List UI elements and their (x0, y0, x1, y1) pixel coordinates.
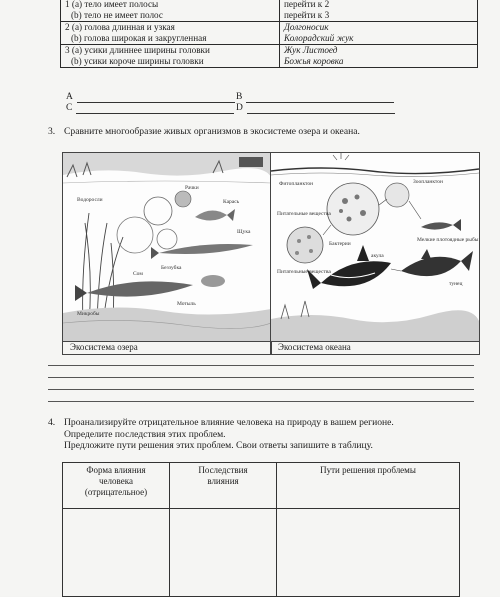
header-impact-form (63, 463, 170, 509)
key-text: (b) голова широкая и закругленная (71, 33, 207, 43)
key-text: (b) тело не имеет полос (71, 10, 163, 20)
label-small-fish: Мелкие плотоядные рыбы (417, 237, 479, 243)
key-result: перейти к 3 (284, 10, 330, 20)
answer-line[interactable] (48, 365, 474, 366)
question-text: Проанализируйте отрицательное влияние человека на природу в вашем регионе. (64, 417, 394, 428)
question-number: 3. (48, 126, 56, 137)
header-consequences (170, 463, 277, 509)
key-text: 2 (a) голова длинная и узкая (65, 22, 175, 32)
answer-line[interactable] (48, 377, 474, 378)
answer-b-label: B (236, 92, 243, 102)
key-result: Колорадский жук (284, 33, 354, 43)
key-result: перейти к 2 (284, 0, 330, 9)
question-text: Сравните многообразие живых организмов в экосистеме озера и океана. (64, 126, 360, 137)
answer-d (236, 103, 395, 114)
answer-line[interactable] (48, 389, 474, 390)
answer-line[interactable] (48, 401, 474, 402)
label-nutrients-1: Питательные вещества (277, 211, 331, 217)
key-result: Божья коровка (284, 56, 344, 66)
answer-d-label: D (236, 103, 243, 113)
table-row (61, 22, 478, 45)
label-nutrients-2: Питательные вещества (277, 269, 331, 275)
header-text: Пути решения проблемы (320, 465, 416, 475)
header-text: Форма влияния (86, 465, 146, 475)
impact-table (62, 462, 460, 597)
key-text: (b) усики короче ширины головки (71, 56, 204, 66)
key-text: 3 (a) усики длиннее ширины головки (65, 45, 210, 55)
identification-key-table (60, 0, 478, 68)
header-solutions (277, 463, 460, 509)
label-bacteria: Бактерии (329, 241, 351, 247)
question-text: Определите последствия этих проблем. (64, 428, 226, 440)
question-text: Предложите пути решения этих проблем. Свои ответы запишите в таблицу. (64, 440, 373, 451)
answer-c-line[interactable] (76, 104, 234, 114)
question-4 (48, 417, 394, 452)
answer-cell[interactable] (277, 509, 460, 597)
answer-a (66, 92, 235, 103)
answer-d-line[interactable] (247, 104, 395, 114)
label-toothless: Беззубка (161, 265, 182, 271)
key-cell-left (61, 45, 280, 68)
key-cell-left (61, 0, 280, 22)
answer-a-line[interactable] (77, 93, 235, 103)
label-algae: Водоросли (77, 197, 103, 203)
lake-illustration (63, 153, 271, 341)
answer-b (236, 92, 394, 103)
header-text: человека (99, 476, 133, 486)
ocean-caption: Экосистема океана (278, 342, 351, 352)
key-cell-right (280, 22, 478, 45)
label-crayfish: Рачки (185, 185, 199, 191)
label-bloodworm: Мотыль (177, 301, 196, 307)
lake-ecosystem-figure (62, 152, 272, 342)
ocean-ecosystem-figure (270, 152, 480, 342)
answer-cell[interactable] (63, 509, 170, 597)
label-shark: акула (371, 253, 384, 259)
table-row (63, 509, 460, 597)
header-text: влияния (207, 476, 239, 486)
label-pike: Щука (237, 229, 251, 235)
key-text: 1 (a) тело имеет полосы (65, 0, 159, 9)
header-text: Последствия (198, 465, 248, 475)
key-cell-left (61, 22, 280, 45)
table-row (61, 45, 478, 68)
answer-a-label: A (66, 92, 73, 102)
answer-b-line[interactable] (246, 93, 394, 103)
label-carp: Карась (223, 199, 240, 205)
label-catfish: Сом (133, 271, 143, 277)
answer-c (66, 103, 234, 114)
label-microbes: Микробы (77, 311, 100, 317)
key-cell-right (280, 45, 478, 68)
ocean-illustration (271, 153, 479, 341)
answer-cell[interactable] (170, 509, 277, 597)
header-text: (отрицательное) (84, 487, 148, 497)
label-zooplankton: Зоопланктон (413, 179, 443, 185)
answer-c-label: C (66, 103, 73, 113)
table-header-row (63, 463, 460, 509)
question-3 (48, 126, 360, 138)
key-cell-right (280, 0, 478, 22)
lake-caption: Экосистема озера (70, 342, 138, 352)
key-result: Долгоносик (284, 22, 329, 32)
label-phytoplankton: Фитопланктон (279, 181, 314, 187)
key-result: Жук Листоед (284, 45, 338, 55)
table-row (61, 0, 478, 22)
label-tuna: тунец (449, 281, 463, 287)
question-number: 4. (48, 417, 56, 428)
